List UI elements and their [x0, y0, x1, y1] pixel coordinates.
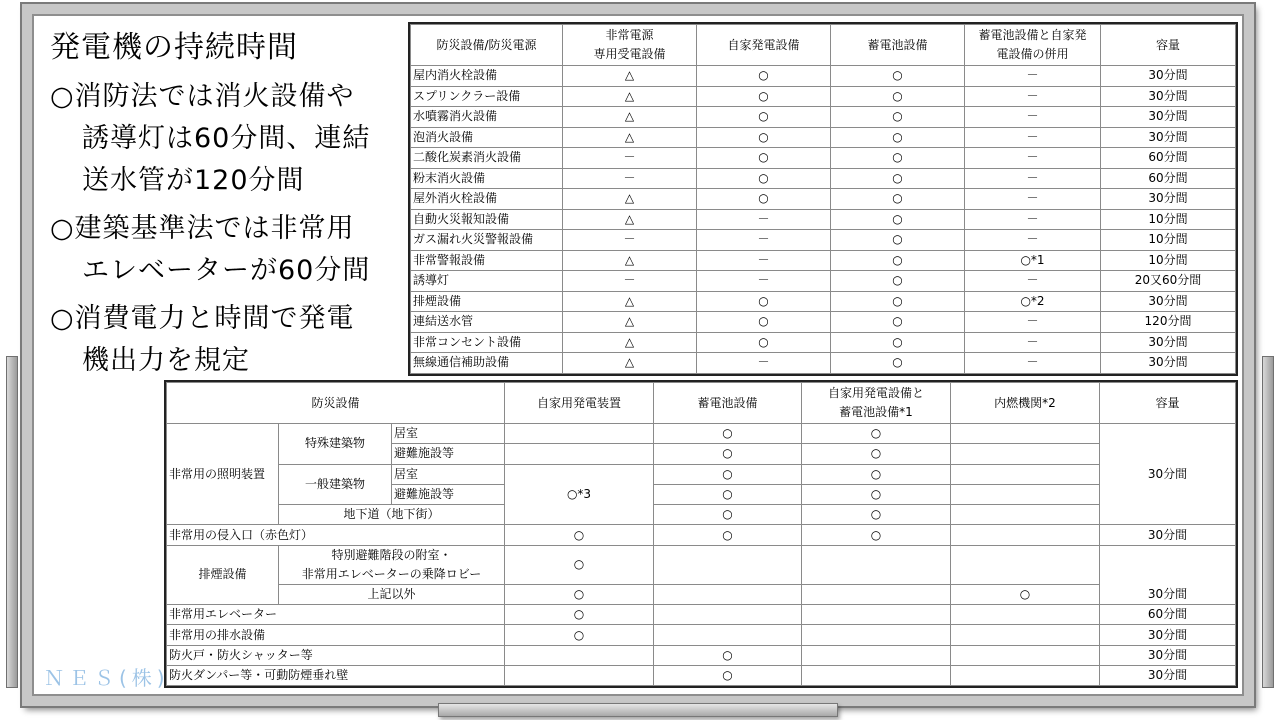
row-label: スプリンクラー設備 — [411, 86, 563, 107]
table-row — [167, 505, 1236, 525]
bullet-line: 誘導灯は60分間、連結 — [82, 123, 371, 154]
cell: ○ — [505, 545, 654, 584]
cell: － — [563, 271, 697, 292]
table-row — [167, 545, 1236, 584]
cell: △ — [563, 107, 697, 128]
cell: ○ — [831, 332, 965, 353]
cell: － — [697, 353, 831, 374]
cell: ○ — [831, 148, 965, 169]
cell — [802, 665, 951, 685]
cell: ○ — [831, 291, 965, 312]
cell: △ — [563, 127, 697, 148]
cell: ○ — [654, 464, 802, 484]
cell — [951, 545, 1100, 584]
fire-law-table — [410, 24, 1236, 374]
cell — [505, 665, 654, 685]
bullet-line: ○消費電力と時間で発電 — [50, 303, 355, 334]
cell: △ — [563, 291, 697, 312]
table-row — [167, 525, 1236, 545]
cell — [505, 424, 654, 444]
capacity-cell: 60分間 — [1101, 148, 1236, 169]
header-cell: 自家用発電装置 — [505, 383, 654, 424]
cell — [951, 665, 1100, 685]
table-row — [411, 107, 1236, 128]
cell — [802, 545, 951, 584]
bullet-line: ○建築基準法では非常用 — [50, 213, 355, 244]
evac-label: 避難施設等 — [392, 484, 505, 504]
capacity-cell: 30分間 — [1100, 665, 1236, 685]
capacity-cell: 30分間 — [1101, 107, 1236, 128]
cell — [951, 424, 1100, 444]
cell — [802, 584, 951, 604]
bullet-line: ○消防法では消火設備や — [50, 81, 355, 112]
row-label: 自動火災報知設備 — [411, 209, 563, 230]
cell: ○ — [831, 209, 965, 230]
cell — [505, 464, 654, 525]
table-row — [411, 86, 1236, 107]
cell: ○ — [802, 505, 951, 525]
cell: ○ — [654, 484, 802, 504]
smoke-sub-label: 上記以外 — [279, 584, 505, 604]
cell: － — [965, 107, 1101, 128]
cell: － — [965, 230, 1101, 251]
header-cell: 蓄電池設備 — [831, 25, 965, 66]
underground-label: 地下道（地下街） — [279, 505, 505, 525]
cell — [951, 645, 1100, 665]
header-cell: 容量 — [1100, 383, 1236, 424]
cell: △ — [563, 66, 697, 87]
company-name: ＮＥＳ(株) — [44, 666, 170, 690]
cell: ○ — [802, 424, 951, 444]
cell: ○ — [697, 312, 831, 333]
bullet-building-law — [50, 208, 370, 292]
elevator-label: 非常用エレベーター — [167, 605, 505, 625]
cell — [654, 625, 802, 645]
cell: ○ — [802, 484, 951, 504]
cell: △ — [563, 250, 697, 271]
cell: △ — [563, 86, 697, 107]
damper-label: 防火ダンパー等・可動防煙垂れ壁 — [167, 665, 505, 685]
cell: △ — [563, 353, 697, 374]
table-header-row — [411, 25, 1236, 66]
capacity-cell: 30分間 — [1100, 525, 1236, 545]
header-cell: 蓄電池設備と自家発 電設備の併用 — [965, 25, 1101, 66]
self-gen-mark: ○*3 — [566, 486, 592, 501]
cell: ○ — [697, 127, 831, 148]
room-label: 居室 — [392, 424, 505, 444]
cell: － — [965, 332, 1101, 353]
cell: ○ — [697, 66, 831, 87]
cell: ○ — [505, 605, 654, 625]
capacity-cell: 60分間 — [1101, 168, 1236, 189]
cell: － — [965, 209, 1101, 230]
intrusion-label: 非常用の侵入口（赤色灯） — [167, 525, 505, 545]
cell: ○ — [802, 464, 951, 484]
row-label: 泡消火設備 — [411, 127, 563, 148]
cell: ○ — [831, 107, 965, 128]
cell — [654, 605, 802, 625]
cell: － — [965, 168, 1101, 189]
row-label: 誘導灯 — [411, 271, 563, 292]
row-label: 非常コンセント設備 — [411, 332, 563, 353]
table-row — [167, 625, 1236, 645]
cell: － — [697, 209, 831, 230]
capacity-cell: 30分間 — [1101, 86, 1236, 107]
capacity-cell: 10分間 — [1101, 250, 1236, 271]
cell: ○ — [951, 584, 1100, 604]
cell: － — [563, 230, 697, 251]
cell: ○ — [697, 168, 831, 189]
row-label: 排煙設備 — [411, 291, 563, 312]
smoke-sub-label: 特別避難階段の附室・ 非常用エレベーターの乗降ロビー — [279, 545, 505, 584]
table-row — [411, 209, 1236, 230]
room-label: 居室 — [392, 464, 505, 484]
cell: － — [965, 66, 1101, 87]
row-label: 二酸化炭素消火設備 — [411, 148, 563, 169]
cell: ○ — [654, 645, 802, 665]
cell — [802, 605, 951, 625]
cell: ○ — [654, 444, 802, 464]
table-row — [167, 464, 1236, 484]
cell: － — [563, 148, 697, 169]
building-law-table — [166, 382, 1236, 686]
capacity-cell: 30分間 — [1100, 424, 1236, 525]
cell: － — [697, 250, 831, 271]
row-label: 粉末消火設備 — [411, 168, 563, 189]
cell: － — [965, 271, 1101, 292]
capacity-cell: 30分間 — [1101, 332, 1236, 353]
table-row — [411, 312, 1236, 333]
capacity-cell: 30分間 — [1101, 189, 1236, 210]
capacity-cell: 20又60分間 — [1101, 271, 1236, 292]
cell: － — [965, 127, 1101, 148]
cell: ○ — [697, 148, 831, 169]
firedoor-label: 防火戸・防火シャッター等 — [167, 645, 505, 665]
cell — [802, 645, 951, 665]
row-label: 屋外消火栓設備 — [411, 189, 563, 210]
bullet-line: 機出力を規定 — [82, 345, 250, 376]
cell: ○ — [697, 291, 831, 312]
cell: ○ — [802, 444, 951, 464]
lighting-label: 非常用の照明装置 — [167, 424, 279, 525]
table-row — [411, 189, 1236, 210]
cell: ○ — [654, 424, 802, 444]
capacity-cell: 10分間 — [1101, 230, 1236, 251]
capacity-cell: 30分間 — [1101, 66, 1236, 87]
bullet-power — [50, 298, 355, 382]
bullet-fire-law — [50, 76, 370, 202]
bullet-line: 送水管が120分間 — [82, 165, 305, 196]
cell: ○ — [831, 168, 965, 189]
cell: ○ — [831, 230, 965, 251]
cell: ○ — [505, 625, 654, 645]
capacity-cell: 30分間 — [1100, 625, 1236, 645]
capacity-cell: 30分間 — [1101, 353, 1236, 374]
cell: － — [965, 312, 1101, 333]
table-row — [167, 584, 1236, 604]
cell: △ — [563, 209, 697, 230]
table-row — [411, 271, 1236, 292]
cell: － — [965, 148, 1101, 169]
cell — [951, 525, 1100, 545]
header-cell: 自家用発電設備と 蓄電池設備*1 — [802, 383, 951, 424]
cell — [951, 605, 1100, 625]
cell: ○ — [505, 525, 654, 545]
cell — [505, 444, 654, 464]
table-row — [411, 148, 1236, 169]
cell: ○ — [831, 127, 965, 148]
cell: ○ — [802, 525, 951, 545]
board-stand-right — [1262, 356, 1274, 688]
cell: － — [563, 168, 697, 189]
cell: △ — [563, 312, 697, 333]
header-cell: 蓄電池設備 — [654, 383, 802, 424]
cell — [951, 444, 1100, 464]
whiteboard-tray — [438, 703, 838, 717]
cell — [505, 645, 654, 665]
capacity-cell: 30分間 — [1101, 127, 1236, 148]
header-cell: 防災設備 — [167, 383, 505, 424]
cell: ○ — [831, 189, 965, 210]
capacity-cell: 30分間 — [1100, 645, 1236, 665]
bullet-line: エレベーターが60分間 — [82, 255, 371, 286]
cell: ○*1 — [965, 250, 1101, 271]
cell — [951, 484, 1100, 504]
cell: ○ — [654, 665, 802, 685]
table-row — [411, 353, 1236, 374]
row-label: 無線通信補助設備 — [411, 353, 563, 374]
table-row — [411, 127, 1236, 148]
capacity-cell: 60分間 — [1100, 605, 1236, 625]
cell: ○ — [654, 525, 802, 545]
cell: ○ — [831, 312, 965, 333]
cell: － — [965, 353, 1101, 374]
capacity-cell: 10分間 — [1101, 209, 1236, 230]
cell: ○ — [697, 332, 831, 353]
row-label: 屋内消火栓設備 — [411, 66, 563, 87]
table-header-row — [167, 383, 1236, 424]
cell: △ — [563, 332, 697, 353]
row-label: 水噴霧消火設備 — [411, 107, 563, 128]
cell — [654, 584, 802, 604]
header-cell: 容量 — [1101, 25, 1236, 66]
cell: － — [697, 271, 831, 292]
header-cell: 防災設備/防災電源 — [411, 25, 563, 66]
cell: ○ — [697, 107, 831, 128]
row-label: 連結送水管 — [411, 312, 563, 333]
table-row — [167, 605, 1236, 625]
capacity-cell: 30分間 — [1101, 291, 1236, 312]
drain-label: 非常用の排水設備 — [167, 625, 505, 645]
general-building-label: 一般建築物 — [279, 464, 392, 505]
cell — [951, 625, 1100, 645]
header-cell: 非常電源 専用受電設備 — [563, 25, 697, 66]
cell: － — [697, 230, 831, 251]
board-stand-left — [6, 356, 18, 688]
row-label: ガス漏れ火災警報設備 — [411, 230, 563, 251]
cell: ○ — [831, 353, 965, 374]
table-row — [411, 66, 1236, 87]
cell: △ — [563, 189, 697, 210]
table-row — [167, 424, 1236, 444]
cell: ○ — [831, 66, 965, 87]
cell: ○ — [831, 271, 965, 292]
table-row — [167, 665, 1236, 685]
table-row — [411, 332, 1236, 353]
cell — [802, 625, 951, 645]
cell — [654, 545, 802, 584]
table-row — [411, 250, 1236, 271]
evac-label: 避難施設等 — [392, 444, 505, 464]
cell: ○ — [697, 189, 831, 210]
header-cell: 自家発電設備 — [697, 25, 831, 66]
table-row — [411, 230, 1236, 251]
slide-title: 発電機の持続時間 — [50, 30, 298, 65]
header-cell: 内燃機関*2 — [951, 383, 1100, 424]
capacity-cell: 120分間 — [1101, 312, 1236, 333]
table-row — [411, 291, 1236, 312]
cell: ○ — [831, 86, 965, 107]
cell: ○*2 — [965, 291, 1101, 312]
capacity-cell: 30分間 — [1100, 545, 1236, 604]
special-building-label: 特殊建築物 — [279, 424, 392, 465]
table-row — [167, 645, 1236, 665]
table-row — [411, 168, 1236, 189]
cell: － — [965, 86, 1101, 107]
cell: ○ — [697, 86, 831, 107]
cell — [951, 464, 1100, 484]
row-label: 非常警報設備 — [411, 250, 563, 271]
cell: ○ — [831, 250, 965, 271]
smoke-label: 排煙設備 — [167, 545, 279, 604]
cell: ○ — [654, 505, 802, 525]
cell — [951, 505, 1100, 525]
cell: ○ — [505, 584, 654, 604]
cell: － — [965, 189, 1101, 210]
